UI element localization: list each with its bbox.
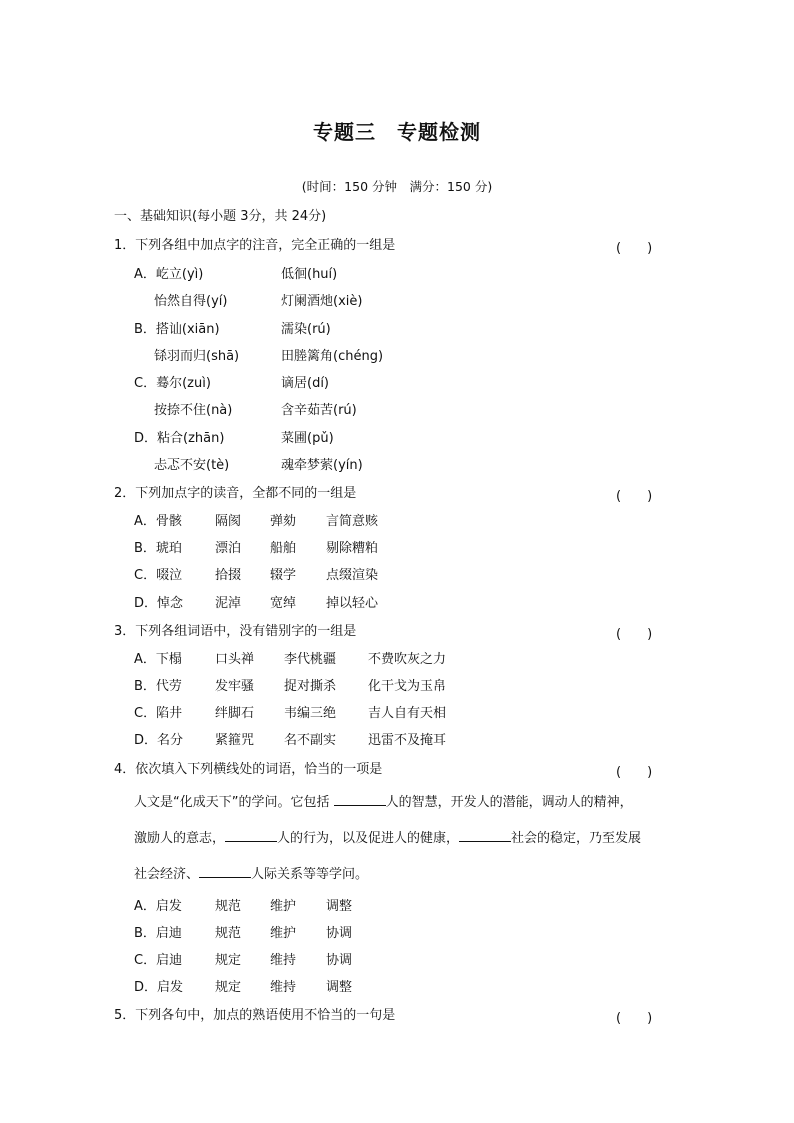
option-text: C．啜泣	[134, 568, 183, 583]
fill-blank	[334, 793, 386, 806]
option-text: 李代桃疆	[284, 652, 337, 667]
option-text: 剔除糟粕	[326, 541, 379, 556]
option-text: C．启迪	[134, 953, 183, 968]
option-text: 维护	[270, 926, 297, 941]
question-4-stem: 4．依次填入下列横线处的词语，恰当的一项是	[114, 762, 383, 777]
option-text: 不费吹灰之力	[368, 652, 447, 667]
option-text: 协调	[326, 926, 353, 941]
section-heading: 一、基础知识(每小题 3分，共 24分)	[114, 209, 327, 224]
option-text: B．搭讪(xiān)	[134, 322, 220, 337]
option-text: 调整	[326, 899, 353, 914]
option-text: 濡染(rú)	[281, 322, 331, 337]
passage-line-3	[134, 865, 368, 884]
option-text: 绊脚石	[215, 706, 255, 721]
option-text: D．启发	[134, 980, 184, 995]
option-text: 弹劾	[270, 514, 297, 529]
option-text: 怡然自得(yí)	[154, 294, 228, 309]
passage-line-2	[134, 829, 641, 848]
question-3-stem: 3．下列各组词语中，没有错别字的一组是	[114, 624, 357, 639]
option-text: 吉人自有天相	[368, 706, 447, 721]
answer-paren: ( )	[616, 241, 653, 256]
option-text: 魂牵梦萦(yín)	[281, 458, 363, 473]
option-text: 田塍篱角(chéng)	[281, 349, 384, 364]
fill-blank	[459, 829, 511, 842]
option-text: 掉以轻心	[326, 596, 379, 611]
option-text: 维护	[270, 899, 297, 914]
fill-blank	[199, 865, 251, 878]
passage-text: 社会的稳定，乃至发展	[511, 831, 642, 846]
option-text: 菜圃(pǔ)	[281, 431, 334, 446]
option-text: 维持	[270, 953, 297, 968]
passage-text: 社会经济、	[134, 867, 200, 882]
passage-text: 激励人的意志，	[134, 831, 226, 846]
answer-paren: ( )	[616, 489, 653, 504]
option-text: 发牢骚	[215, 679, 255, 694]
passage-text: 人的智慧，开发人的潜能，调动人的精神，	[385, 795, 633, 810]
option-text: 名不副实	[284, 733, 337, 748]
passage-text: 人际关系等等学问。	[251, 867, 369, 882]
option-text: B．琥珀	[134, 541, 182, 556]
option-text: 辍学	[270, 568, 297, 583]
option-text: 维持	[270, 980, 297, 995]
option-text: 口头禅	[215, 652, 255, 667]
option-text: A．下榻	[134, 652, 182, 667]
passage-text: 人的行为，以及促进人的健康，	[277, 831, 460, 846]
question-5-stem: 5．下列各句中，加点的熟语使用不恰当的一句是	[114, 1008, 396, 1023]
passage-text: 人文是“化成天下”的学问。它包括	[134, 795, 334, 810]
option-text: C．蓦尔(zuì)	[134, 376, 211, 391]
option-text: 低徊(huí)	[281, 267, 338, 282]
option-text: 泥淖	[215, 596, 242, 611]
option-text: D．悼念	[134, 596, 184, 611]
option-text: 忐忑不安(tè)	[154, 458, 230, 473]
option-text: 铩羽而归(shā)	[154, 349, 240, 364]
option-text: 含辛茹苦(rú)	[281, 403, 357, 418]
option-text: 漂泊	[215, 541, 242, 556]
option-text: D．名分	[134, 733, 184, 748]
answer-paren: ( )	[616, 627, 653, 642]
option-text: 调整	[326, 980, 353, 995]
option-text: 迅雷不及掩耳	[368, 733, 447, 748]
option-text: 韦编三绝	[284, 706, 337, 721]
option-text: A．启发	[134, 899, 182, 914]
option-text: 灯阑酒灺(xiè)	[281, 294, 363, 309]
passage-line-1	[134, 793, 633, 812]
option-text: 宽绰	[270, 596, 297, 611]
option-text: 协调	[326, 953, 353, 968]
option-text: 化干戈为玉帛	[368, 679, 447, 694]
option-text: D．粘合(zhān)	[134, 431, 225, 446]
option-text: A．屹立(yì)	[134, 267, 204, 282]
option-text: A．骨骸	[134, 514, 182, 529]
option-text: 规定	[215, 953, 242, 968]
option-text: 捉对撕杀	[284, 679, 337, 694]
option-text: 规范	[215, 899, 242, 914]
option-text: 紧箍咒	[215, 733, 255, 748]
option-text: 谪居(dí)	[281, 376, 330, 391]
option-text: 规定	[215, 980, 242, 995]
exam-info: (时间：150 分钟 满分：150 分)	[301, 179, 493, 194]
option-text: 船舶	[270, 541, 297, 556]
option-text: 隔阂	[215, 514, 242, 529]
option-text: C．陷井	[134, 706, 183, 721]
fill-blank	[225, 829, 277, 842]
option-text: 点缀渲染	[326, 568, 379, 583]
option-text: 拾掇	[215, 568, 242, 583]
option-text: B．代劳	[134, 679, 182, 694]
answer-paren: ( )	[616, 1011, 653, 1026]
option-text: 言简意赅	[326, 514, 379, 529]
option-text: B．启迪	[134, 926, 182, 941]
option-text: 规范	[215, 926, 242, 941]
page-title: 专题三 专题检测	[313, 120, 481, 144]
answer-paren: ( )	[616, 765, 653, 780]
question-2-stem: 2．下列加点字的读音，全都不同的一组是	[114, 486, 357, 501]
option-text: 按捺不住(nà)	[154, 403, 233, 418]
question-1-stem: 1．下列各组中加点字的注音，完全正确的一组是	[114, 238, 396, 253]
